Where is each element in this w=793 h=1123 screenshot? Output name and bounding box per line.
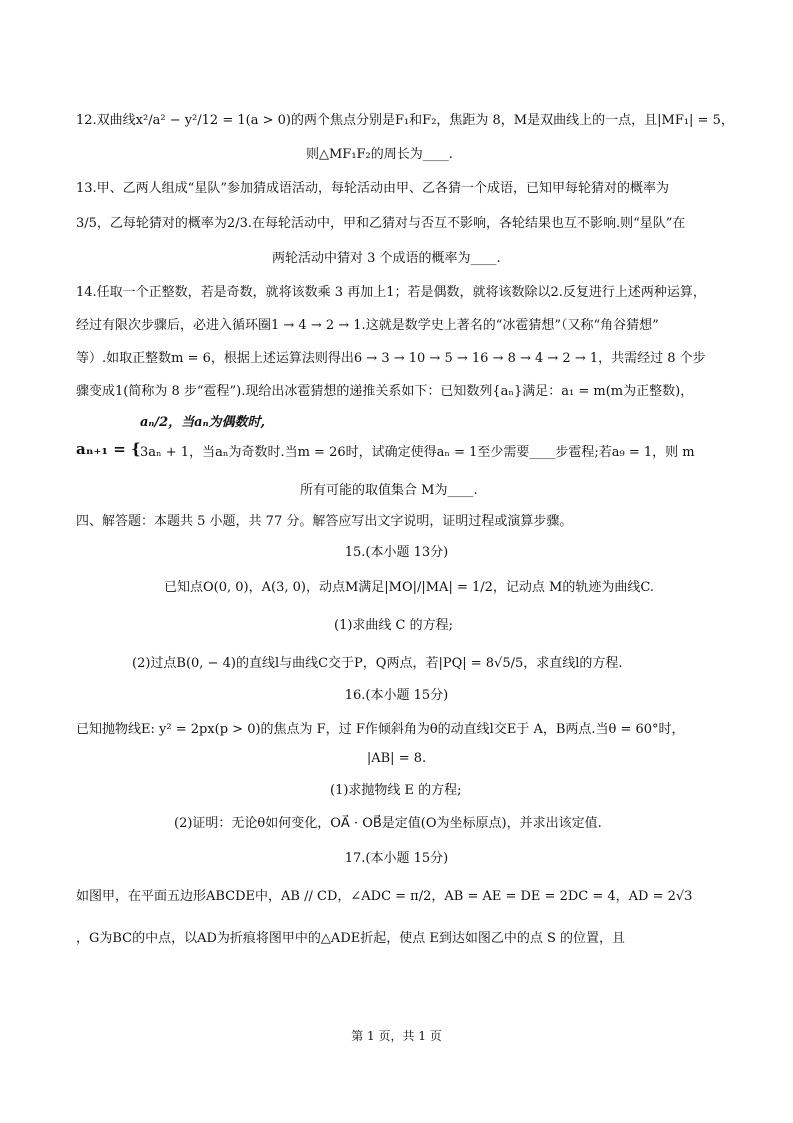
p14-case-even: aₙ/2，当aₙ为偶数时,: [140, 415, 266, 430]
p15-title: 15.(本小题 13分): [344, 545, 449, 560]
p13-line3: 两轮活动中猜对 3 个成语的概率为____.: [272, 251, 501, 266]
p14-line2: 经过有限次步骤后，必进入循环圈1 → 4 → 2 → 1.这就是数学史上著名的“冰雹猜想”（又称“角谷猜想”: [76, 318, 659, 333]
p14-line3: 等）.如取正整数m = 6，根据上述运算法则得出6 → 3 → 10 → 5 → 16 → 8 → 4 → 2 → 1，共需经过 8 个步: [76, 351, 706, 366]
p16-line1: 已知抛物线E: y² = 2px(p > 0)的焦点为 F，过 F作倾斜角为θ的动直线l交E于 A，B两点.当θ = 60°时，: [76, 722, 685, 737]
p12-line1: 12.双曲线x²/a² − y²/12 = 1(a > 0)的两个焦点分别是F₁和F₂，焦距为 8，M是双曲线上的一点，且|MF₁| = 5，: [76, 113, 734, 128]
p16-line3: (1)求抛物线 E 的方程;: [330, 783, 462, 798]
p17-title: 17.(本小题 15分): [344, 851, 449, 866]
page-footer: 第 1 页，共 1 页: [351, 1029, 442, 1043]
p14-case-odd: 3aₙ + 1，当aₙ为奇数时.当m = 26时，试确定使得aₙ = 1至少需要____步雹程;若a₉ = 1，则 m: [140, 445, 695, 460]
p13-line2: 3/5，乙每轮猜对的概率为2/3.在每轮活动中，甲和乙猜对与否互不影响，各轮结果也互不影响.则“星队”在: [76, 216, 686, 231]
p15-line1: 已知点O(0, 0)，A(3, 0)，动点M满足|MO|/|MA| = 1/2，记动点 M的轨迹为曲线C.: [164, 580, 654, 595]
p16-title: 16.(本小题 15分): [344, 688, 449, 703]
p14-line6: 所有可能的取值集合 M为____.: [300, 483, 478, 498]
p14-recurrence-lhs: aₙ₊₁ = {: [76, 440, 141, 458]
p17-line2: ，G为BC的中点，以AD为折痕将图甲中的△ADE折起，使点 E到达如图乙中的点 S 的位置，且: [76, 931, 626, 946]
p17-line1: 如图甲，在平面五边形ABCDE中，AB // CD，∠ADC = π/2，AB = AE = DE = 2DC = 4，AD = 2√3: [76, 889, 693, 904]
p16-line4: (2)证明：无论θ如何变化，OA⃗ · OB⃗是定值(O为坐标原点)，并求出该定值.: [174, 816, 602, 831]
p14-line1: 14.任取一个正整数，若是奇数，就将该数乘 3 再加上1；若是偶数，就将该数除以2.反复进行上述两种运算，: [76, 285, 706, 300]
p15-line2: (1)求曲线 C 的方程;: [334, 618, 454, 633]
p16-line2: |AB| = 8.: [366, 751, 427, 766]
p14-line4: 骤变成1(简称为 8 步“雹程”).现给出冰雹猜想的递推关系如下：已知数列{aₙ}满足：a₁ = m(m为正整数)，: [76, 384, 694, 399]
p13-line1: 13.甲、乙两人组成“星队”参加猜成语活动，每轮活动由甲、乙各猜一个成语，已知甲每轮猜对的概率为: [76, 181, 669, 196]
p12-line2: 则△MF₁F₂的周长为____.: [306, 147, 453, 162]
p15-line3: (2)过点B(0, − 4)的直线l与曲线C交于P，Q两点，若|PQ| = 8√5/5，求直线l的方程.: [132, 656, 623, 671]
section-four-heading: 四、解答题：本题共 5 小题，共 77 分。解答应写出文字说明，证明过程或演算步骤。: [76, 514, 573, 529]
